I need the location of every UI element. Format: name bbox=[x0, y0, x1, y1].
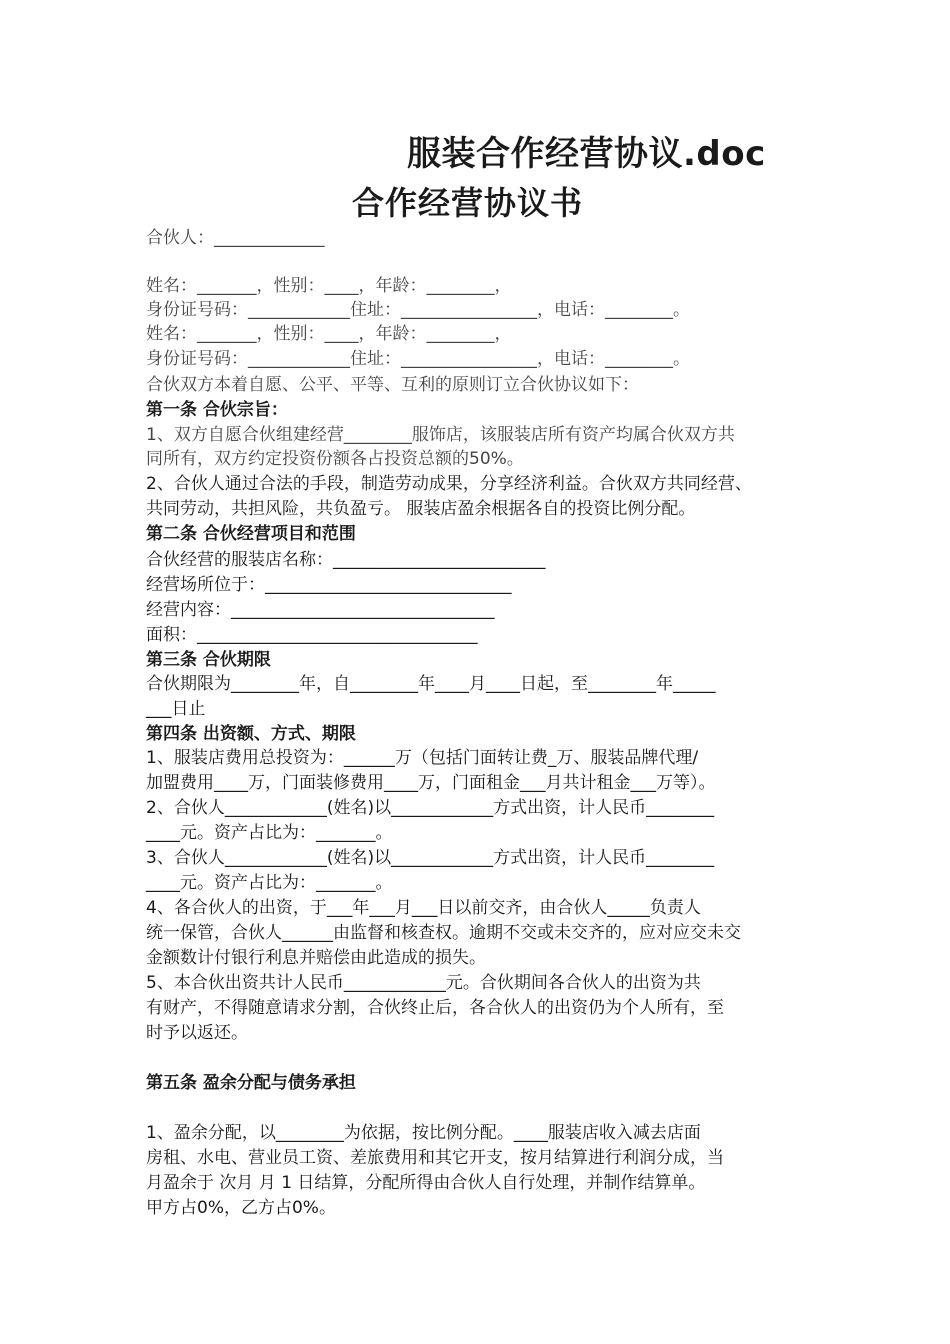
investment-line-1: 1、服装店费用总投资为：______万（包括门面转让费_万、服装品牌代理/ bbox=[146, 748, 699, 768]
partner-a-id-line: 身份证号码：____________住址：________________，电话：________。 bbox=[146, 300, 690, 320]
term-line-1: 合伙期限为________年，自________年____月____日起，至________年_____ bbox=[146, 674, 716, 694]
partner-heading-line: 合伙人：_____________ bbox=[146, 228, 325, 248]
agreement-title: 合作经营协议书 bbox=[352, 184, 584, 222]
store-name-line: 合伙经营的服装店名称：_________________________ bbox=[146, 550, 546, 570]
profit-distribution-line-1: 1、盈余分配，以________为依据，按比例分配。____服装店收入减去店面 bbox=[146, 1123, 701, 1143]
investment-line-2: 加盟费用____万，门面装修费用____万，门面租金___月共计租金___万等）。 bbox=[146, 773, 716, 793]
article-1-item-2-line-1: 2、合伙人通过合法的手段，制造劳动成果，分享经济利益。合伙双方共同经营、 bbox=[146, 474, 752, 494]
business-content-line: 经营内容：_______________________________ bbox=[146, 600, 495, 620]
partner-contribution-1-line-2: ____元。资产占比为：_______。 bbox=[146, 823, 393, 843]
article-5-heading: 第五条 盈余分配与债务承担 bbox=[146, 1073, 356, 1093]
area-line: 面积：_________________________________ bbox=[146, 625, 478, 645]
article-2-heading: 第二条 合伙经营项目和范围 bbox=[146, 524, 356, 544]
contribution-deadline-line-3: 金额数计付银行利息并赔偿由此造成的损失。 bbox=[146, 948, 486, 968]
profit-distribution-line-3: 月盈余于 次月 月 1 日结算，分配所得由合伙人自行处理，并制作结算单。 bbox=[146, 1173, 706, 1193]
partner-contribution-2-line-2: ____元。资产占比为：_______。 bbox=[146, 873, 393, 893]
location-line: 经营场所位于：_____________________________ bbox=[146, 575, 512, 595]
article-1-heading: 第一条 合伙宗旨： bbox=[146, 400, 288, 420]
total-contribution-line-2: 有财产，不得随意请求分割，合伙终止后，各合伙人的出资仍为个人所有，至 bbox=[146, 998, 724, 1018]
article-1-item-1-line-2: 同所有，双方约定投资份额各占投资总额的50%。 bbox=[146, 449, 524, 469]
partner-a-name-line: 姓名：_______，性别：____，年龄：________， bbox=[146, 276, 512, 296]
total-contribution-line-3: 时予以返还。 bbox=[146, 1023, 248, 1043]
partner-b-id-line: 身份证号码：____________住址：________________，电话：________。 bbox=[146, 349, 690, 369]
document-file-title: 服装合作经营协议.doc bbox=[407, 134, 766, 174]
contribution-deadline-line-2: 统一保管，合伙人______由监督和核查权。逾期不交或未交齐的，应对应交未交 bbox=[146, 923, 741, 943]
article-3-heading: 第三条 合伙期限 bbox=[146, 650, 271, 670]
partner-contribution-2-line-1: 3、合伙人____________(姓名)以____________方式出资，计人民币________ bbox=[146, 848, 715, 868]
article-1-item-2-line-2: 共同劳动，共担风险，共负盈亏。 服装店盈余根据各自的投资比例分配。 bbox=[146, 499, 696, 519]
partner-b-name-line: 姓名：_______，性别：____，年龄：________， bbox=[146, 324, 512, 344]
term-line-2: ___日止 bbox=[146, 699, 206, 719]
partner-contribution-1-line-1: 2、合伙人____________(姓名)以____________方式出资，计人民币________ bbox=[146, 798, 715, 818]
preamble-line: 合伙双方本着自愿、公平、平等、互利的原则订立合伙协议如下： bbox=[146, 375, 639, 395]
contribution-deadline-line-1: 4、各合伙人的出资，于___年___月___日以前交齐，由合伙人_____负责人 bbox=[146, 898, 701, 918]
profit-distribution-line-2: 房租、水电、营业员工资、差旅费用和其它开支，按月结算进行利润分成，当 bbox=[146, 1148, 724, 1168]
article-4-heading: 第四条 出资额、方式、期限 bbox=[146, 724, 356, 744]
total-contribution-line-1: 5、本合伙出资共计人民币____________元。合伙期间各合伙人的出资为共 bbox=[146, 973, 701, 993]
profit-distribution-line-4: 甲方占0%，乙方占0%。 bbox=[146, 1198, 336, 1218]
article-1-item-1-line-1: 1、双方自愿合伙组建经营________服饰店，该服装店所有资产均属合伙双方共 bbox=[146, 425, 735, 445]
